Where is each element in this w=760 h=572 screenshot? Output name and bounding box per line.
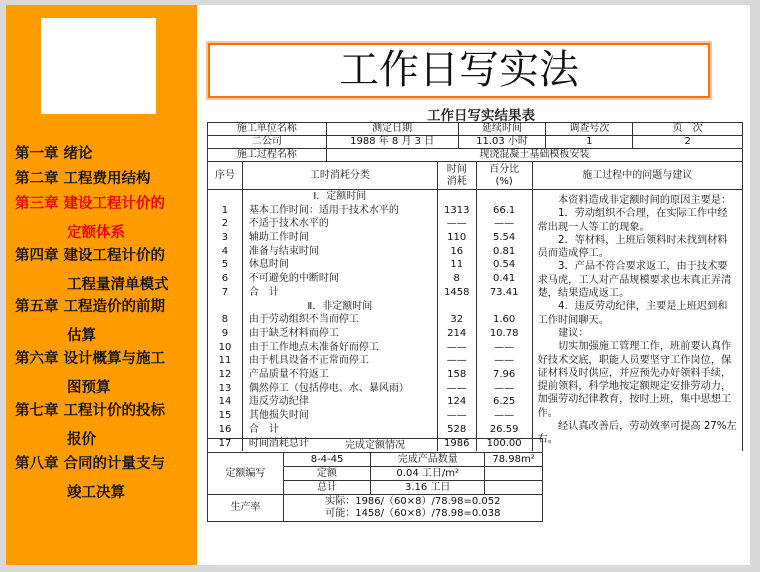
row-time: 8	[437, 272, 476, 286]
note-paragraph: 切实加强施工管理工作，班前要认真作好技术交底，职能人员要坚守工作岗位，保证材料及时供应，并应预先办好领料手续，提前领料，科学地按定额规定安排劳动力，加强劳动纪律教育，按时上班，集中思想工作。	[537, 341, 732, 419]
row-no: 10	[208, 341, 243, 355]
process-label: 施工过程名称	[208, 149, 327, 162]
col-pct-l2: (%)	[495, 175, 513, 187]
qty-label: 完成产品数量	[371, 453, 485, 467]
row-category: 其他损失时间	[242, 409, 437, 423]
row-time: ——	[437, 409, 476, 423]
completion-title: 完成定额情况	[208, 439, 543, 453]
value-cell: 1	[546, 136, 633, 149]
total-sub: 总计	[283, 481, 371, 495]
row-category: 辅助工作时间	[242, 231, 437, 245]
row-category: 休息时间	[242, 259, 437, 273]
section-row	[208, 190, 743, 204]
rate-possible: 可能：1458/（60×8）/78.98=0.038	[325, 508, 501, 519]
col-time-l2: 消耗	[446, 175, 467, 187]
row-no: 16	[208, 423, 243, 437]
row-pct: ——	[476, 354, 532, 368]
row-pct: 1.60	[476, 313, 532, 327]
row-pct: ——	[476, 217, 532, 231]
quota-code: 8-4-45	[283, 453, 371, 467]
note-paragraph: 3．产品不符合要求返工，由于技术要求马虎，工人对产品规模要求也未真正弄清楚，结果造成返工。	[537, 261, 732, 300]
row-category: 不可避免的中断时间	[242, 272, 437, 286]
header-cell: 测定日期	[326, 123, 458, 136]
row-category: 合 计	[242, 423, 437, 437]
chapter-label-line2: 定额体系	[67, 225, 125, 241]
row-pct: 5.54	[476, 231, 532, 245]
chapter-label-line2: 工程量清单模式	[67, 277, 169, 293]
row-no: 5	[208, 259, 243, 273]
row-category: 由于缺乏材料而停工	[242, 327, 437, 341]
header-cell: 施工单位名称	[208, 123, 327, 136]
chapter-label: 第二章 工程费用结构	[15, 171, 151, 187]
row-category: 由于劳动组织不当而停工	[242, 313, 437, 327]
row-time: ——	[437, 354, 476, 368]
empty-cell	[208, 190, 243, 204]
note-paragraph: 1．劳动组织不合理，在实际工作中经常出现一人等工的现象。	[537, 208, 728, 233]
row-pct: 10.78	[476, 327, 532, 341]
chapter-sidebar	[6, 5, 197, 565]
completion-table	[207, 438, 543, 522]
row-time: 124	[437, 396, 476, 410]
qty-value: 78.98m²	[485, 453, 543, 467]
info-table	[207, 122, 743, 162]
row-pct: ——	[476, 382, 532, 396]
row-category: 偶然停工（包括停电、水、暴风雨）	[242, 382, 437, 396]
row-time: ——	[437, 217, 476, 231]
row-category: 时间消耗总计	[242, 437, 437, 451]
row-time: 1313	[437, 204, 476, 218]
row-no: 2	[208, 217, 243, 231]
row-category: 产品质量不符返工	[242, 368, 437, 382]
time-table	[207, 161, 743, 451]
row-category: 违反劳动纪律	[242, 396, 437, 410]
note-paragraph: 2．等材料，上班后领料时未找到材料员而造成停工。	[537, 234, 728, 260]
row-category: 合 计	[242, 286, 437, 300]
value-cell: 11.03 小时	[458, 136, 546, 149]
row-category: 准备与结束时间	[242, 245, 437, 259]
row-time: 1986	[437, 437, 476, 451]
chapter-label-line2: 估算	[67, 328, 96, 344]
row-time: 11	[437, 259, 476, 273]
rate-actual: 实际：1986/（60×8）/78.98=0.052	[325, 496, 501, 507]
chapter-label: 第七章 工程计价的投标	[15, 403, 166, 419]
quota-value: 0.04 工日/m²	[371, 467, 485, 481]
note-paragraph: 建议：	[557, 327, 589, 339]
row-no: 9	[208, 327, 243, 341]
row-no: 13	[208, 382, 243, 396]
col-no: 序号	[208, 162, 243, 190]
col-time-l1: 时间	[446, 163, 467, 175]
row-pct: 73.41	[476, 286, 532, 300]
chapter-label-line2: 图预算	[67, 380, 111, 396]
col-pct-l1: 百分比	[489, 163, 520, 175]
chapter-label: 第一章 绪论	[15, 146, 93, 162]
value-cell: 1988 年 8 月 3 日	[326, 136, 458, 149]
chapter-4-link[interactable]	[15, 244, 169, 294]
empty-cell	[476, 300, 532, 314]
empty-cell	[437, 300, 476, 314]
chapter-label: 第八章 合同的计量支与	[15, 456, 166, 472]
row-category: 不适于技术水平的	[242, 217, 437, 231]
row-category: 由于工作地点未准备好而停工	[242, 341, 437, 355]
chapter-7-link[interactable]	[15, 399, 165, 449]
note-paragraph: 本资料造成非定额时间的原因主要是：	[557, 195, 732, 206]
row-no: 7	[208, 286, 243, 300]
row-time: ——	[437, 382, 476, 396]
row-pct: ——	[476, 409, 532, 423]
header-cell: 延续时间	[458, 123, 546, 136]
header-cell: 调查号次	[546, 123, 633, 136]
empty-cell	[485, 481, 543, 495]
row-time: 528	[437, 423, 476, 437]
chapter-label: 第六章 设计概算与施工	[15, 351, 166, 367]
row-no: 14	[208, 396, 243, 410]
chapter-label-line2: 报价	[67, 432, 96, 448]
process-value: 现浇混凝土基础模板安装	[326, 149, 742, 162]
row-pct: 0.81	[476, 245, 532, 259]
row-time: 16	[437, 245, 476, 259]
rate-values	[283, 495, 542, 522]
slide-title: 工作日写实法	[208, 43, 710, 98]
empty-cell	[437, 190, 476, 204]
row-time: 1458	[437, 286, 476, 300]
row-no: 11	[208, 354, 243, 368]
row-no: 15	[208, 409, 243, 423]
row-no: 1	[208, 204, 243, 218]
row-no: 12	[208, 368, 243, 382]
empty-cell	[476, 190, 532, 204]
row-pct: 26.59	[476, 423, 532, 437]
rate-label: 生产率	[208, 495, 284, 522]
col-pct	[476, 162, 532, 190]
chapter-label: 第五章 工程造价的前期	[15, 299, 166, 315]
section-heading: Ⅱ．非定额时间	[242, 300, 437, 314]
row-no: 3	[208, 231, 243, 245]
chapter-5-link[interactable]	[15, 295, 165, 345]
note-paragraph: 经认真改善后，劳动效率可提高 27%左右。	[537, 421, 737, 446]
row-no: 6	[208, 272, 243, 286]
section-heading: Ⅰ．定额时间	[242, 190, 437, 204]
row-pct: 0.41	[476, 272, 532, 286]
row-pct: 100.00	[476, 437, 532, 451]
total-value: 3.16 工日	[371, 481, 485, 495]
notes-cell	[532, 190, 742, 451]
empty-cell	[485, 467, 543, 481]
row-time: ——	[437, 341, 476, 355]
row-pct: 66.1	[476, 204, 532, 218]
chapter-label: 第三章 建设工程计价的	[15, 196, 166, 212]
row-pct: 7.96	[476, 368, 532, 382]
chapter-3-link[interactable]	[15, 192, 165, 242]
row-pct: 6.25	[476, 396, 532, 410]
row-time: 214	[437, 327, 476, 341]
row-category: 由于机具设备不正常而停工	[242, 354, 437, 368]
col-time	[437, 162, 476, 190]
row-no: 17	[208, 437, 243, 451]
row-time: 110	[437, 231, 476, 245]
value-cell: 二公司	[208, 136, 327, 149]
row-time: 158	[437, 368, 476, 382]
empty-cell	[208, 300, 243, 314]
row-category: 基本工作时间：适用于技术水平的	[242, 204, 437, 218]
row-pct: ——	[476, 341, 532, 355]
row-no: 4	[208, 245, 243, 259]
header-cell: 页 次	[633, 123, 743, 136]
col-notes: 施工过程中的问题与建议	[532, 162, 742, 190]
table-title: 工作日写实结果表	[427, 108, 535, 124]
chapter-label: 第四章 建设工程计价的	[15, 248, 166, 264]
col-category: 工时消耗分类	[242, 162, 437, 190]
chapter-6-link[interactable]	[15, 347, 165, 397]
logo-placeholder	[41, 18, 156, 114]
quota-sub: 定额	[283, 467, 371, 481]
row-no: 8	[208, 313, 243, 327]
note-paragraph: 4．违反劳动纪律，主要是上班迟到和工作时间聊天。	[537, 301, 728, 326]
chapter-8-link[interactable]	[15, 452, 165, 502]
quota-label: 定额编写	[208, 453, 284, 495]
value-cell: 2	[633, 136, 743, 149]
row-time: 32	[437, 313, 476, 327]
chapter-label-line2: 竣工决算	[67, 485, 125, 501]
row-pct: 0.54	[476, 259, 532, 273]
chapter-1-link[interactable]	[15, 142, 93, 163]
slide	[6, 5, 750, 565]
chapter-2-link[interactable]	[15, 167, 151, 188]
